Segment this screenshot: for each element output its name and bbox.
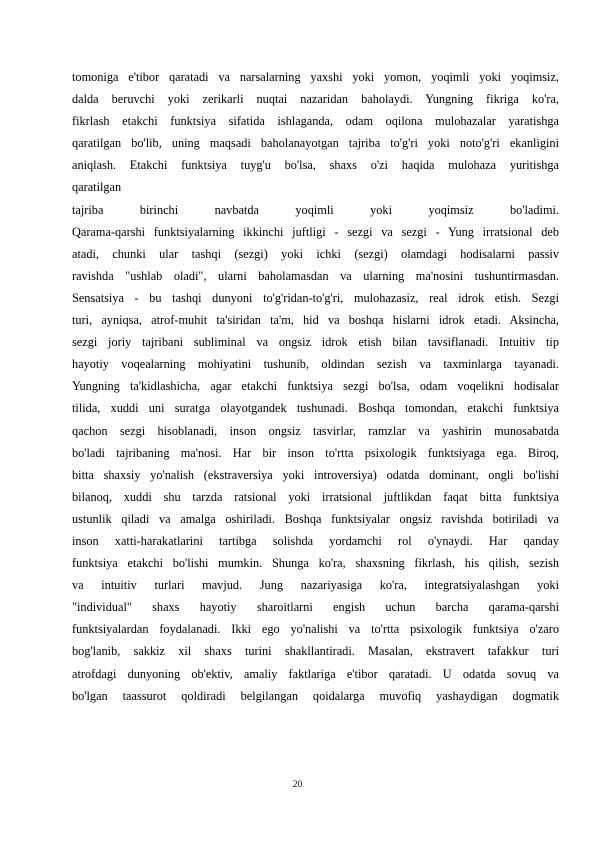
text-line-4: qaratilgan bo'lib, uning maqsadi baholanayotgan tajriba to'g'ri yoki noto'g'ri ekanligini <box>72 136 559 151</box>
text-line-28: atrofdagi dunyoning ob'ektiv, amaliy faktlariga e'tibor qaratadi. U odatda sovuq va <box>72 666 559 681</box>
text-line-21: ustunlik qiladi va amalga oshiriladi. Boshqa funktsiyalar ongsiz ravishda botiriladi va <box>72 511 559 526</box>
body-text <box>72 66 559 707</box>
text-line-18: bo'ladi tajribaning ma'nosi. Har bir inson to'rtta psixologik funktsiyaga ega. Biroq, <box>72 445 559 460</box>
text-line-8: Qarama-qarshi funktsiyalarning ikkinchi juftligi - sezgi va sezgi - Yung irratsional deb <box>72 224 559 239</box>
text-line-3: fikrlash etakchi funktsiya sifatida ishlaganda, odam oqilona mulohazalar yaratishga <box>72 114 559 129</box>
text-line-22: inson xatti-harakatlarini tartibga solishda yordamchi rol o'ynaydi. Har qanday <box>72 533 559 548</box>
text-line-15: Yungning ta'kidlashicha, agar etakchi funktsiya sezgi bo'lsa, odam voqelikni hodisalar <box>72 379 559 394</box>
text-line-7: tajriba birinchi navbatda yoqimli yoki yoqimsiz bo'ladimi. <box>72 202 559 217</box>
text-line-11: Sensatsiya - bu tashqi dunyoni to'g'ridan-to'g'ri, mulohazasiz, real idrok etish. Sezgi <box>72 290 559 305</box>
text-line-24: va intuitiv turlari mavjud. Jung nazariyasiga ko'ra, integratsiyalashgan yoki <box>72 578 559 593</box>
text-line-20: bilanoq, xuddi shu tarzda ratsional yoki irratsional juftlikdan faqat bitta funktsiya <box>72 489 559 504</box>
text-line-2: dalda beruvchi yoki zerikarli nuqtai nazaridan baholaydi. Yungning fikriga ko'ra, <box>72 92 559 107</box>
text-line-9: atadi, chunki ular tashqi (sezgi) yoki ichki (sezgi) olamdagi hodisalarni passiv <box>72 246 559 261</box>
text-line-17: qachon sezgi hisoblanadi, inson ongsiz tasvirlar, ramzlar va yashirin munosabatda <box>72 423 559 438</box>
text-line-5: aniqlash. Etakchi funktsiya tuyg'u bo'lsa, shaxs o'zi haqida mulohaza yuritishga <box>72 158 559 173</box>
text-line-13: sezgi joriy tajribani subliminal va ongsiz idrok etish bilan tavsiflanadi. Intuitiv tip <box>72 335 559 350</box>
text-line-1: tomoniga e'tibor qaratadi va narsalarning yaxshi yoki yomon, yoqimli yoki yoqimsiz, <box>72 70 559 84</box>
text-line-16: tilida, xuddi uni suratga olayotgandek tushunadi. Boshqa tomondan, etakchi funktsiya <box>72 401 559 416</box>
text-line-6: qaratilgan <box>72 180 122 195</box>
text-line-10: ravishda "ushlab oladi", ularni baholamasdan va ularning ma'nosini tushuntirmasdan. <box>72 268 559 283</box>
text-line-19: bitta shaxsiy yo'nalish (ekstraversiya yoki introversiya) odatda dominant, ongli bo'lishi <box>72 467 559 482</box>
text-line-26: funktsiyalardan foydalanadi. Ikki ego yo'nalishi va to'rtta psixologik funktsiya o'zaro <box>72 622 559 637</box>
text-line-25: "individual" shaxs hayotiy sharoitlarni engish uchun barcha qarama-qarshi <box>72 600 559 615</box>
text-line-29: bo'lgan taassurot qoldiradi belgilangan qoidalarga muvofiq yashaydigan dogmatik <box>72 688 559 703</box>
text-line-23: funktsiya etakchi bo'lishi mumkin. Shunga ko'ra, shaxsning fikrlash, his qilish, sezish <box>72 556 559 571</box>
text-line-27: bog'lanib, sakkiz xil shaxs turini shakllantiradi. Masalan, ekstravert tafakkur turi <box>72 644 559 659</box>
text-line-12: turi, ayniqsa, atrof-muhit ta'siridan ta'm, hid va boshqa hislarni idrok etadi. Aksincha, <box>72 313 559 328</box>
page-number: 20 <box>292 780 303 790</box>
text-line-14: hayotiy voqealarning mohiyatini tushunib, oldindan sezish va taxminlarga tayanadi. <box>72 357 559 372</box>
